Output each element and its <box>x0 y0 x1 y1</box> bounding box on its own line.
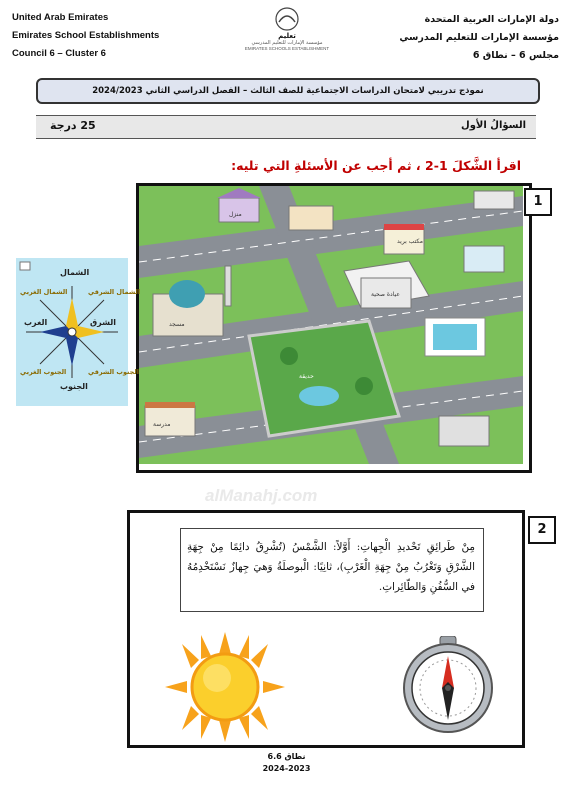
header-en-line3: Council 6 – Cluster 6 <box>12 48 106 59</box>
header-ar-line1: دولة الإمارات العربية المتحدة <box>424 14 559 25</box>
figure2-text-box <box>180 528 484 612</box>
footer-line1: نطاق 6.6 <box>267 752 306 761</box>
logo-word: تعليم <box>278 32 296 40</box>
logo-sub-ar: مؤسسة الإمارات للتعليم المدرسي <box>251 40 323 46</box>
compass-icon <box>400 636 496 736</box>
header-ar-line3: مجلس 6 – نطاق 6 <box>472 50 559 61</box>
header-ar-line2: مؤسسة الإمارات للتعليم المدرسي <box>399 32 559 43</box>
header-en-line1: United Arab Emirates <box>12 12 109 23</box>
label-house: منزل <box>229 211 242 218</box>
figure2-paragraph: مِنْ طَرائِقِ تَحْديدِ الْجِهاتِ: أَوَّلاً: الشَّمْسُ (تُشْرِقُ دائِمًا مِنْ جِهَةِ الشَّرْقِ وَتَغْرُبُ مِنْ جِهَةِ الْغَرْبِ)، ثانِيًا: الْبوصلَةُ وَهيَ جِهازٌ نَسْتَخْدِمُهُ في السُّفُنِ وَالطّائِراتِ. <box>187 541 475 593</box>
compass-south-east: الجنوب الشرقي <box>88 368 140 376</box>
compass-south: الجنوب <box>60 382 88 391</box>
compass-directions-card <box>16 258 141 406</box>
compass-west: الغرب <box>24 318 48 327</box>
school-building <box>145 402 195 436</box>
logo-emblem-icon <box>267 6 307 32</box>
city-map-illustration <box>139 186 523 464</box>
pool-area <box>425 318 485 356</box>
compass-north-west: الشمال الغربي <box>20 288 68 296</box>
footer-line2: 2024-2023 <box>262 764 311 773</box>
compass-east: الشرق <box>90 318 117 327</box>
label-clinic: عيادة صحية <box>371 291 400 298</box>
compass-north: الشمال <box>60 268 90 277</box>
exam-title: نموذج تدريبي لامتحان الدراسات الاجتماعية للصف الثالث – الفصل الدراسي الثاني 2024/2023 <box>36 78 540 104</box>
ministry-logo <box>232 6 342 62</box>
question-title: السؤالُ الأول <box>461 120 526 131</box>
label-school: مدرسة <box>153 421 171 428</box>
figure2-number: 2 <box>528 516 556 544</box>
question-score: 25 درجة <box>50 119 96 132</box>
compass-south-west: الجنوب الغربي <box>20 368 67 376</box>
label-office: مكتب بريد <box>397 238 423 245</box>
watermark: alManahj.com <box>205 486 318 505</box>
label-park: حديقة <box>299 373 314 380</box>
logo-sub-en: EMIRATES SCHOOLS ESTABLISHMENT <box>244 46 330 51</box>
figure1-frame <box>136 183 532 473</box>
instruction-text: اقرأ الشَّكلَ 1-2 ، ثم أجب عن الأسئلةِ التي تليه: <box>231 158 521 173</box>
market-building <box>289 206 333 230</box>
compass-north-east: الشمال الشرقي <box>88 288 141 296</box>
header-en-line2: Emirates School Establishments <box>12 30 160 41</box>
sun-icon <box>165 632 285 742</box>
label-mosque: مسجد <box>169 321 185 328</box>
question-bar <box>36 115 536 139</box>
figure1-number: 1 <box>524 188 552 216</box>
